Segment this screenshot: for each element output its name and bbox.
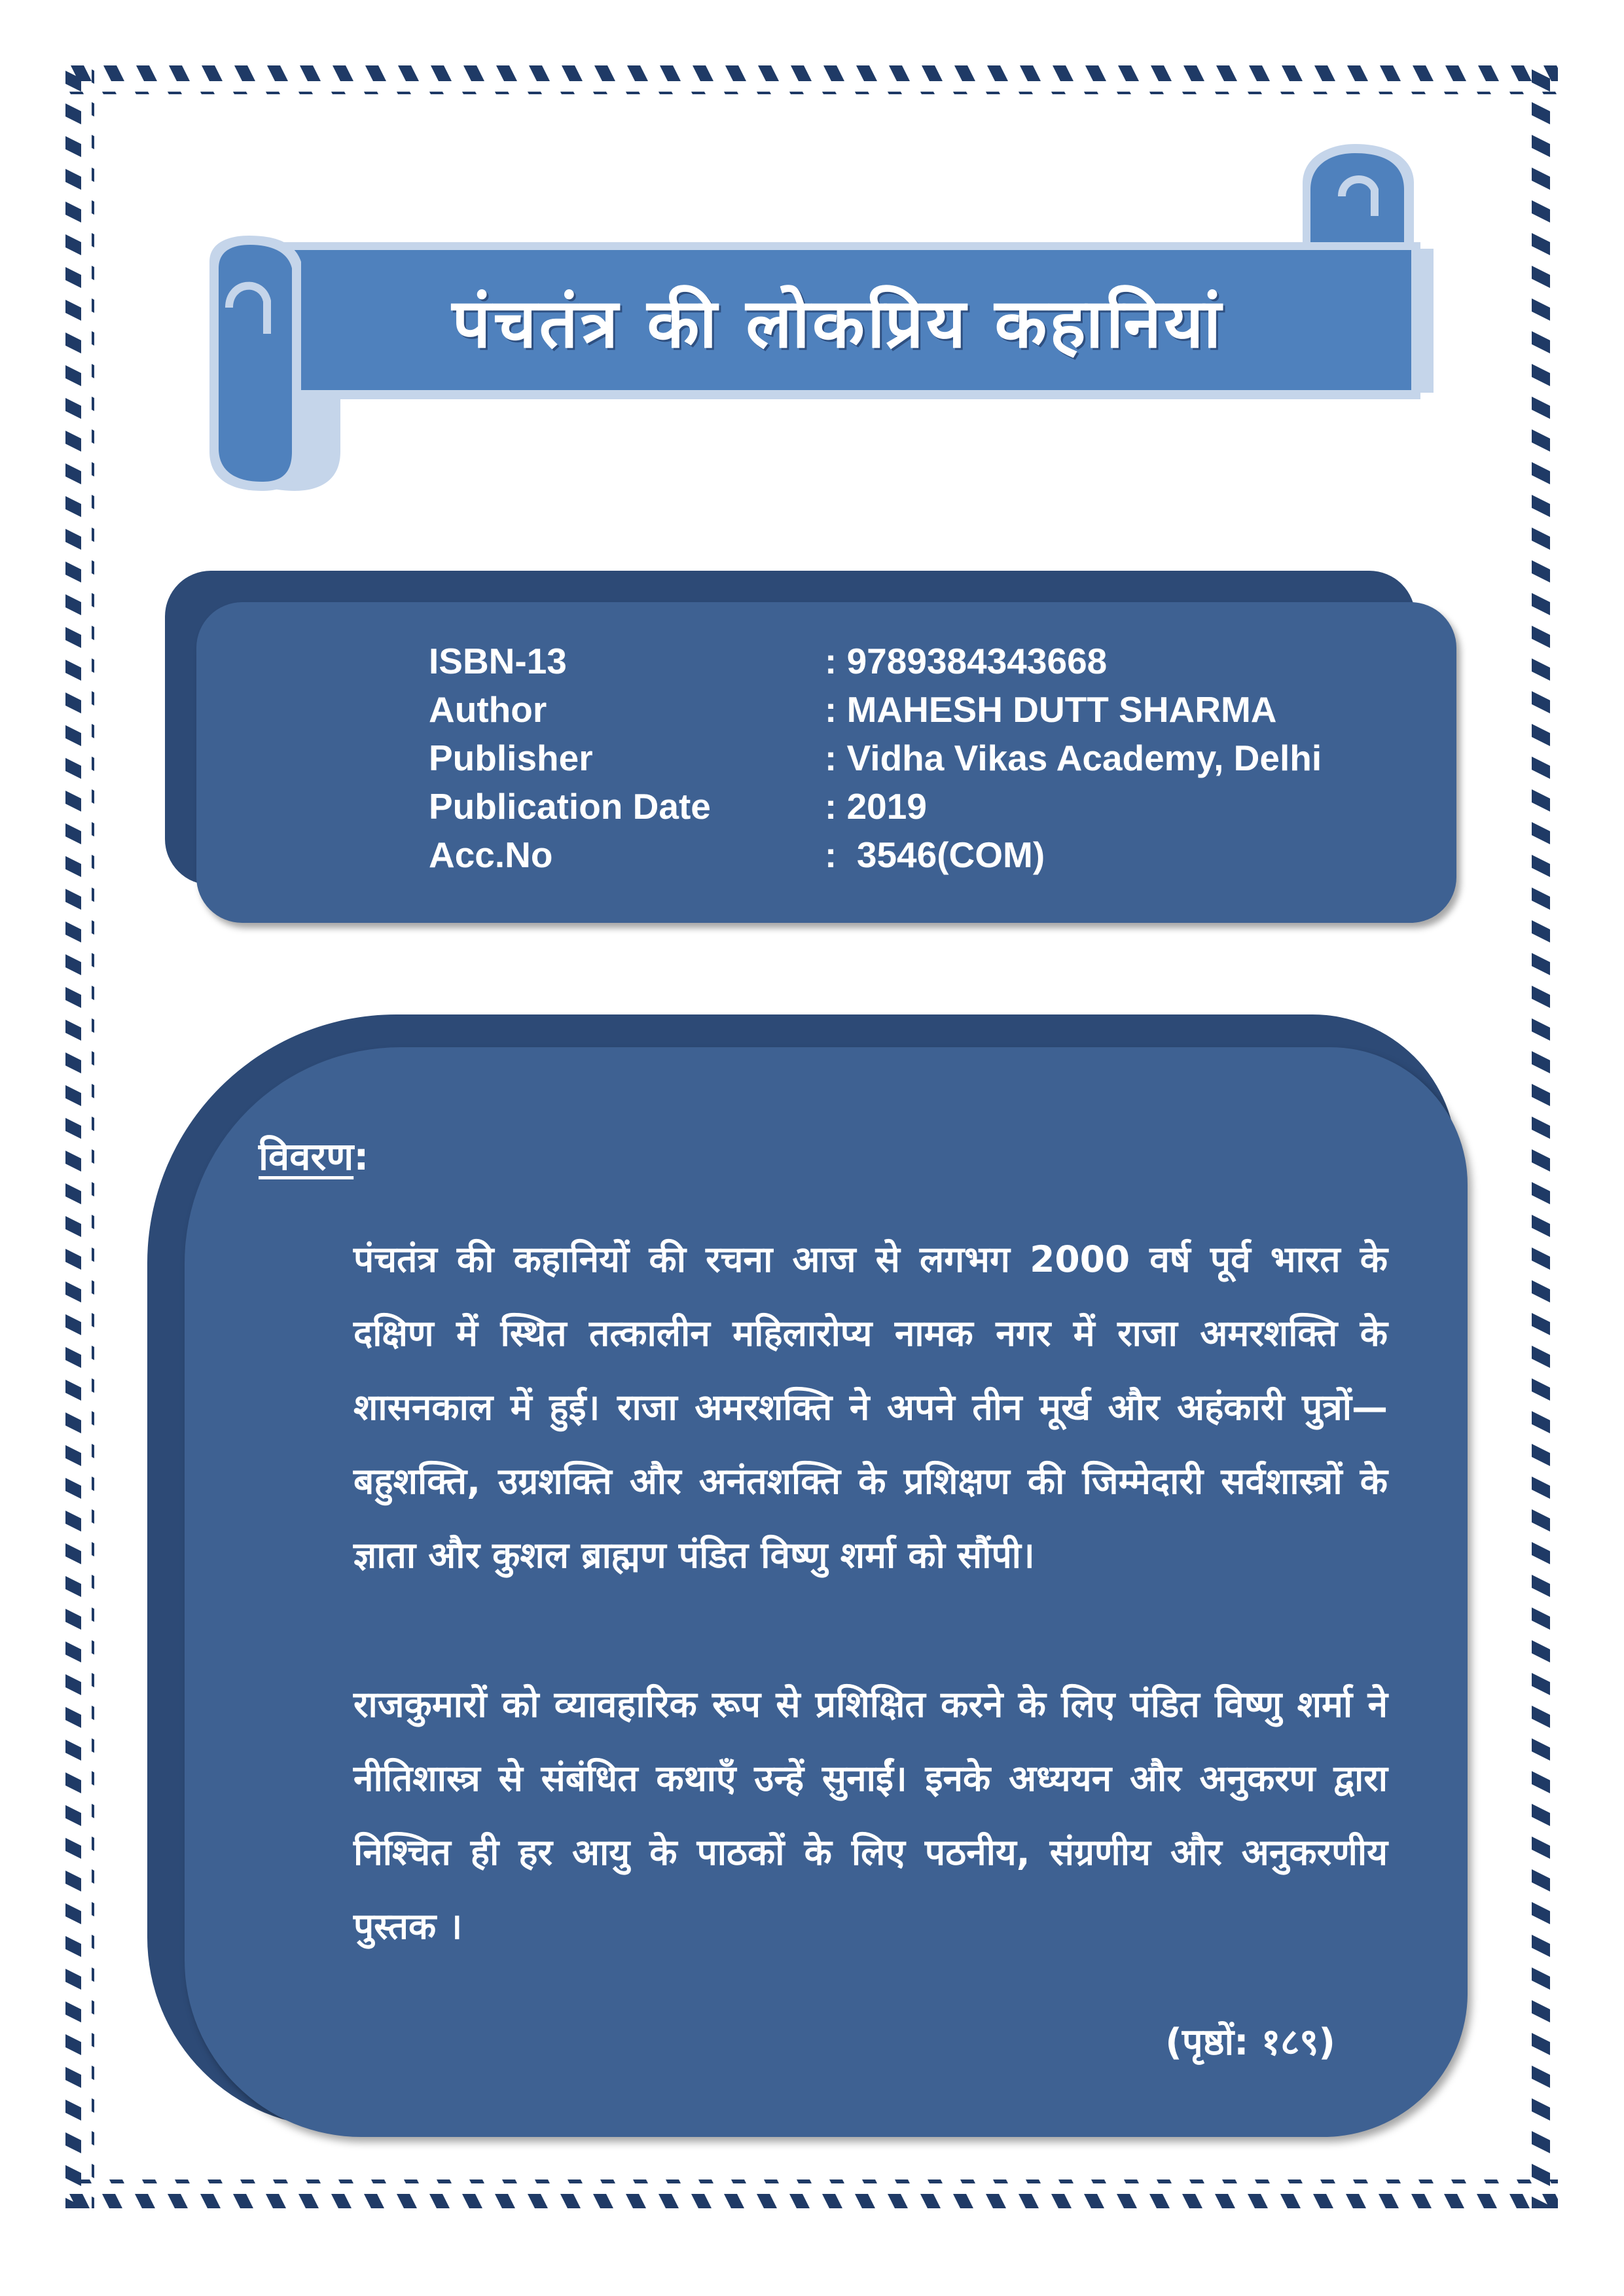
info-label: Author <box>429 689 547 730</box>
info-value: : MAHESH DUTT SHARMA <box>825 689 1277 730</box>
info-row-author <box>429 685 1277 734</box>
info-row-publisher <box>429 734 1322 782</box>
info-value: : 3546(COM) <box>825 834 1045 875</box>
description-heading <box>259 1129 369 1181</box>
book-title: पंचतंत्र की लोकप्रिय कहानियां <box>452 283 1224 363</box>
description-heading-colon: : <box>353 1134 369 1179</box>
description-paragraph-1: पंचतंत्र की कहानियों की रचना आज से लगभग 2000 वर्ष पूर्व भारत के दक्षिण में स्थित तत्कालीन महिलारोप्य नामक नगर में राजा अमरशक्ति के शासनकाल में हुई। राजा अमरशक्ति ने अपने तीन मूर्ख और अहंकारी पुत्रों— बहुशक्ति, उग्रशक्ति और अनंतशक्ति के प्रशिक्षण की जिम्मेदारी सर्वशास्त्रों के ज्ञाता और कुशल ब्राह्मण पंडित विष्णु शर्मा को सौंपी। <box>353 1238 1388 1576</box>
info-label: ISBN-13 <box>429 641 567 681</box>
info-row-isbn <box>429 637 1107 685</box>
page-count: (पृष्ठों: १८९) <box>1165 2021 1335 2064</box>
info-row-publication-date <box>429 782 927 831</box>
info-value: : 9789384343668 <box>825 641 1108 681</box>
info-value: : 2019 <box>825 786 927 827</box>
info-label: Publication Date <box>429 786 711 827</box>
info-label: Publisher <box>429 738 593 778</box>
info-row-acc-no <box>429 831 1045 879</box>
info-label: Acc.No <box>429 834 553 875</box>
info-value: : Vidha Vikas Academy, Delhi <box>825 738 1322 778</box>
description-paragraph-2: राजकुमारों को व्यावहारिक रूप से प्रशिक्षित करने के लिए पंडित विष्णु शर्मा ने नीतिशास्त्र से संबंधित कथाएँ उन्हें सुनाईं। इनके अध्ययन और अनुकरण द्वारा निश्चित ही हर आयु के पाठकों के लिए पठनीय, संग्रणीय और अनुकरणीय पुस्तक । <box>353 1683 1388 1947</box>
description-heading-text: विवरण <box>259 1134 354 1179</box>
